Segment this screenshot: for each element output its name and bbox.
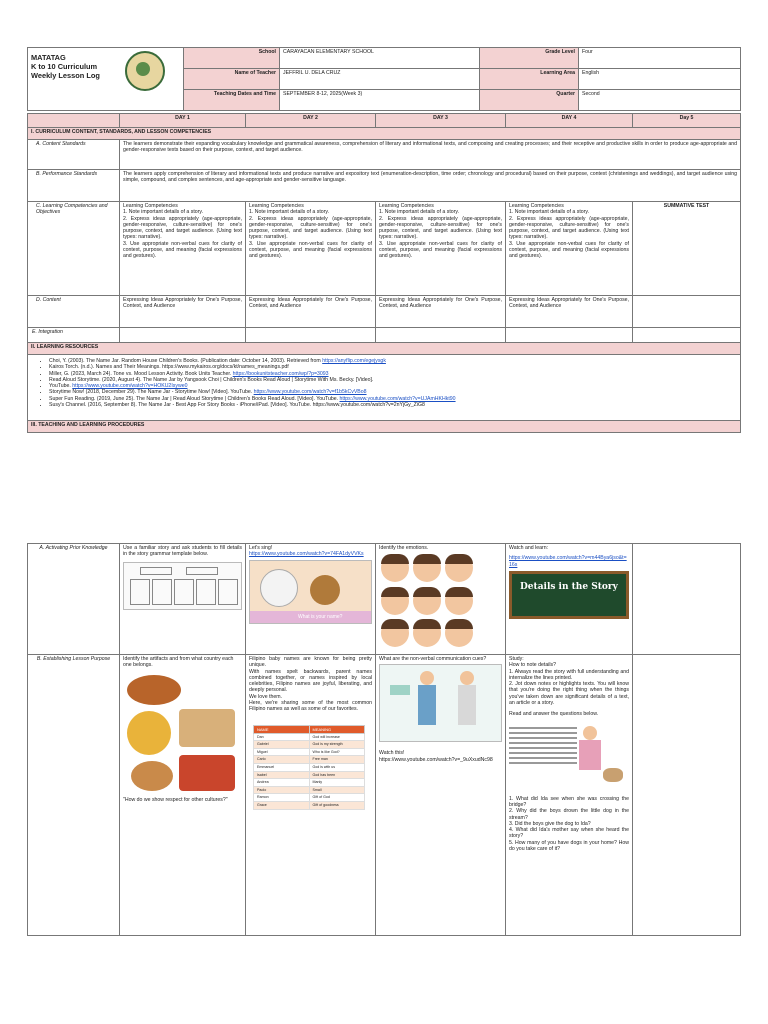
table-row: Isabel God has been xyxy=(254,771,365,779)
resource-link[interactable]: https://www.youtube.com/watch?v=HOKU2Isywe0 xyxy=(72,383,188,390)
face-icon xyxy=(445,619,473,647)
resource-item: • Choi, Y. (2003). The Name Jar. Random House Children's Books. (Publication date: October 14, 2003). Retrieved from https://anyflip.com/egejysgk xyxy=(49,358,737,364)
title-line-1: MATATAG xyxy=(31,53,66,62)
table-row: Dan God will increase xyxy=(254,733,365,741)
lesson-log-table xyxy=(27,113,741,433)
content-standards-text: The learners demonstrate their expanding vocabulary knowledge and grammatical awareness, comprehension of literary and informational texts, and composing and creating processes; and their receptive and productive skills in order to produce age-appropriate and gender-responsive texts based on their purpose, context, and target audience. xyxy=(120,140,741,170)
nonverbal-cues-image xyxy=(379,664,502,742)
content-standards-label: A. Content Standards xyxy=(28,140,120,170)
story-grammar-template-image xyxy=(123,562,242,610)
section-2-heading: II. LEARNING RESOURCES xyxy=(28,343,741,355)
resource-item: • YouTube. https://www.youtube.com/watch?v=HOKU2Isywe0 xyxy=(49,383,737,389)
dates-value: SEPTEMBER 8-12, 2025(Week 3) xyxy=(280,90,480,111)
section-3-heading: III. TEACHING AND LEARNING PROCEDURES xyxy=(28,421,741,433)
face-icon xyxy=(413,587,441,615)
resource-link[interactable]: https://anyflip.com/egejysgk xyxy=(322,358,386,364)
title-line-2: K to 10 Curriculum xyxy=(31,62,98,71)
story-excerpt-image xyxy=(509,722,629,796)
face-icon xyxy=(445,587,473,615)
content-day3: Expressing Ideas Appropriately for One's Purpose, Context, and Audience xyxy=(376,296,506,328)
face-icon xyxy=(445,554,473,582)
learning-resources xyxy=(28,355,741,421)
activating-day3: Identify the emotions. xyxy=(376,544,506,655)
resource-link[interactable]: https://www.youtube.com/watch?v=f1b5kCvVBo8 xyxy=(253,389,367,396)
content-label: D. Content xyxy=(28,296,120,328)
activating-day4: Watch and learn: https://www.youtube.com/watch?v=m44Bya6jso&t=16s Details in the Story xyxy=(506,544,633,655)
resource-link[interactable]: https://bookunitsteacher.com/wp/?p=3093 xyxy=(232,370,329,377)
resource-link[interactable]: https://www.youtube.com/watch?v=UJAmHKHkt90 xyxy=(339,395,456,402)
resource-item: • Kairos Torch. (n.d.). Names and Their Meanings. https://www.mykairos.org/docs/kt/names_meanings.pdf xyxy=(49,364,737,370)
song-link[interactable]: https://www.youtube.com/watch?v=74FA1dyVVKs xyxy=(249,551,364,558)
face-icon xyxy=(413,619,441,647)
artifacts-image xyxy=(123,675,242,793)
resource-item: • Miller, G. (2023, March 24). Tone vs. Mood Lesson Activity. Book Units Teacher. https://bookunitsteacher.com/wp/?p=3093 xyxy=(49,371,737,377)
school-value: CARAYACAN ELEMENTARY SCHOOL xyxy=(280,48,480,69)
table-row: Miguel Who is like God? xyxy=(254,748,365,756)
title-block xyxy=(28,48,184,111)
establishing-label: B. Establishing Lesson Purpose xyxy=(28,655,120,936)
performance-standards-text: The learners apply comprehension of literary and informational texts and produce narrative and expository text (enumeration-description, time order; chronology and procedural) based on their purpose, context (christenings and weddings), and target audience using simple, compound, and complex sentences, and age-appropriate and gender-sensitive language. xyxy=(120,170,741,202)
competencies-day1: Learning Competencies 1. Note important details of a story. 2. Express ideas appropriately (age-appropriate, gender-responsive, culture-sensitive) for one's purpose, context, and target audience. (Using text types: narrative). 3. Use appropriate non-verbal cues for clarity of context, purpose, and meaning (facial expressions and gestures). xyxy=(120,202,246,296)
table-row: Andrea Manly xyxy=(254,779,365,787)
resource-item: • Read Aloud Storytime. (2020, August 4). The Name Jar by Yangsook Choi | Children's Books Read Aloud | Storytime With Ms. Becky. [Video]. xyxy=(49,377,737,383)
table-row: Emmanuel God is with us xyxy=(254,764,365,772)
school-label: School xyxy=(184,48,280,69)
day-4-header: DAY 4 xyxy=(506,114,633,128)
nonverbal-video-link[interactable]: https://www.youtube.com/watch?v=_9uXxudNc98 xyxy=(379,756,493,763)
section-1-heading: I. CURRICULUM CONTENT, STANDARDS, AND LESSON COMPETENCIES xyxy=(28,128,741,140)
establishing-day4: Study: How to note details? 1. Always read the story with full understanding and internalize the lines printed. 2. Jot down notes or highlights texts. You will know that you're doing the right thing when the things you've taken down are significant details of a text, an article or a story. Read and answer the questions below. 1. What did Ida see when she was crossing the bridge? 2. Why did the boys drown the little dog in the stream? 3. Did the boys give the dog to Ida? 4. What did Ida's mother say when she heard the story? 5. How many of you have dogs in your home? How do you take care of it? xyxy=(506,655,633,936)
competencies-day2: Learning Competencies 1. Note important details of a story. 2. Express ideas appropriately (age-appropriate, gender-responsive, culture-sensitive) for one's purpose, context, and target audience. (Using text types: narrative). 3. Use appropriate non-verbal cues for clarity of context, purpose, and meaning (facial expressions and gestures). xyxy=(246,202,376,296)
summative-test: SUMMATIVE TEST xyxy=(633,202,741,296)
dates-label: Teaching Dates and Time xyxy=(184,90,280,111)
table-row: Gabriel God is my strength xyxy=(254,741,365,749)
table-row: Carlo Free man xyxy=(254,756,365,764)
competencies-label: C. Learning Competencies and Objectives xyxy=(28,202,120,296)
quarter-label: Quarter xyxy=(480,90,579,111)
teacher-value: JEFFRIL U. DELA CRUZ xyxy=(280,69,480,90)
resource-item: • Super Fun Reading. (2019, June 25). The Name Jar | Read Aloud Storytime | Children's Books Read Aloud. [Video]. YouTube. https://www.youtube.com/watch?v=UJAmHKHkt90 xyxy=(49,396,737,402)
details-video-link[interactable]: https://www.youtube.com/watch?v=m44Bya6jso&t=16s xyxy=(509,555,627,568)
details-in-story-board: Details in the Story xyxy=(509,571,629,619)
competencies-day4: Learning Competencies 1. Note important details of a story. 2. Express ideas appropriately (age-appropriate, gender-responsive, culture-sensitive) for one's purpose, context, and target audience. (Using text types: narrative). 3. Use appropriate non-verbal cues for clarity of context, purpose, and meaning (facial expressions and gestures). xyxy=(506,202,633,296)
area-value: English xyxy=(579,69,741,90)
header-table xyxy=(27,47,741,111)
emotion-faces-image xyxy=(379,553,502,650)
song-video-thumbnail[interactable]: What is your name? xyxy=(249,560,372,624)
activating-day1: Use a familiar story and ask students to fill details in the story grammar template below. xyxy=(120,544,246,655)
day-1-header: DAY 1 xyxy=(120,114,246,128)
activating-day2: Let's sing! https://www.youtube.com/watch?v=74FA1dyVVKs What is your name? xyxy=(246,544,376,655)
title-line-3: Weekly Lesson Log xyxy=(31,71,100,80)
competencies-day3: Learning Competencies 1. Note important details of a story. 2. Express ideas appropriately (age-appropriate, gender-responsive, culture-sensitive) for one's purpose, context, and target audience. (Using text types: narrative). 3. Use appropriate non-verbal cues for clarity of context, purpose, and meaning (facial expressions and gestures). xyxy=(376,202,506,296)
content-day4: Expressing Ideas Appropriately for One's Purpose, Context, and Audience xyxy=(506,296,633,328)
content-day1: Expressing Ideas Appropriately for One's Purpose, Context, and Audience xyxy=(120,296,246,328)
day-3-header: DAY 3 xyxy=(376,114,506,128)
establishing-day1: Identify the artifacts and from what country each one belongs. "How do we show respect for other cultures?" xyxy=(120,655,246,936)
content-day2: Expressing Ideas Appropriately for One's Purpose, Context, and Audience xyxy=(246,296,376,328)
face-icon xyxy=(381,554,409,582)
table-row: Ramon Gift of God xyxy=(254,794,365,802)
performance-standards-label: B. Performance Standards xyxy=(28,170,120,202)
resource-item: • Susy's Channel. (2016, September 8). The Name Jar - Best App For Story Books - iPhone/iPad. [Video]. YouTube. https://www.youtube.com/watch?v=2nYjGy_ZiG8 xyxy=(49,402,737,408)
deped-seal-icon xyxy=(125,51,165,91)
day-5-header: Day 5 xyxy=(633,114,741,128)
quarter-value: Second xyxy=(579,90,741,111)
grade-value: Four xyxy=(579,48,741,69)
grade-label: Grade Level xyxy=(480,48,579,69)
resource-item: • Storytime Now! (2018, December 29). The Name Jar - Storytime Now! [Video]. YouTube. https://www.youtube.com/watch?v=f1b5kCvVBo8 xyxy=(49,389,737,395)
area-label: Learning Area xyxy=(480,69,579,90)
procedures-table xyxy=(27,543,741,936)
day-2-header: DAY 2 xyxy=(246,114,376,128)
integration-label: E. Integration xyxy=(28,328,120,343)
establishing-day3: What are the non-verbal communication cues? Watch this! https://www.youtube.com/watch?v=_9uXxudNc98 xyxy=(376,655,506,936)
activating-label: A. Activating Prior Knowledge xyxy=(28,544,120,655)
table-row: Paolo Small xyxy=(254,786,365,794)
face-icon xyxy=(413,554,441,582)
teacher-label: Name of Teacher xyxy=(184,69,280,90)
table-row: Grace Gift of goodness xyxy=(254,802,365,810)
filipino-names-table: NAME MEANING Dan God will increase Gabriel God is my strength Miguel Who is like God? Carlo Free man Emmanuel God is with us Isabel God has been Andrea Manly Paolo Small Ramon Gift of God Grace Gift of goodness xyxy=(253,725,365,810)
face-icon xyxy=(381,619,409,647)
establishing-day2: Filipino baby names are known for being pretty unique. With names spelt backwards, parent names combined together, or names inspired by local celebrities, Filipino names are joyful, liberating, and deeply personal. We love them. Here, we're sharing some of the most common Filipino names as well as some of our favorites. NAME MEANING Dan God will increase Gabriel God is my strength Miguel Who is like God? Carlo Free man Emmanuel God is with us Isabel God has been Andrea Manly Paolo Small Ramon Gift of God Grace Gift of goodness xyxy=(246,655,376,936)
face-icon xyxy=(381,587,409,615)
